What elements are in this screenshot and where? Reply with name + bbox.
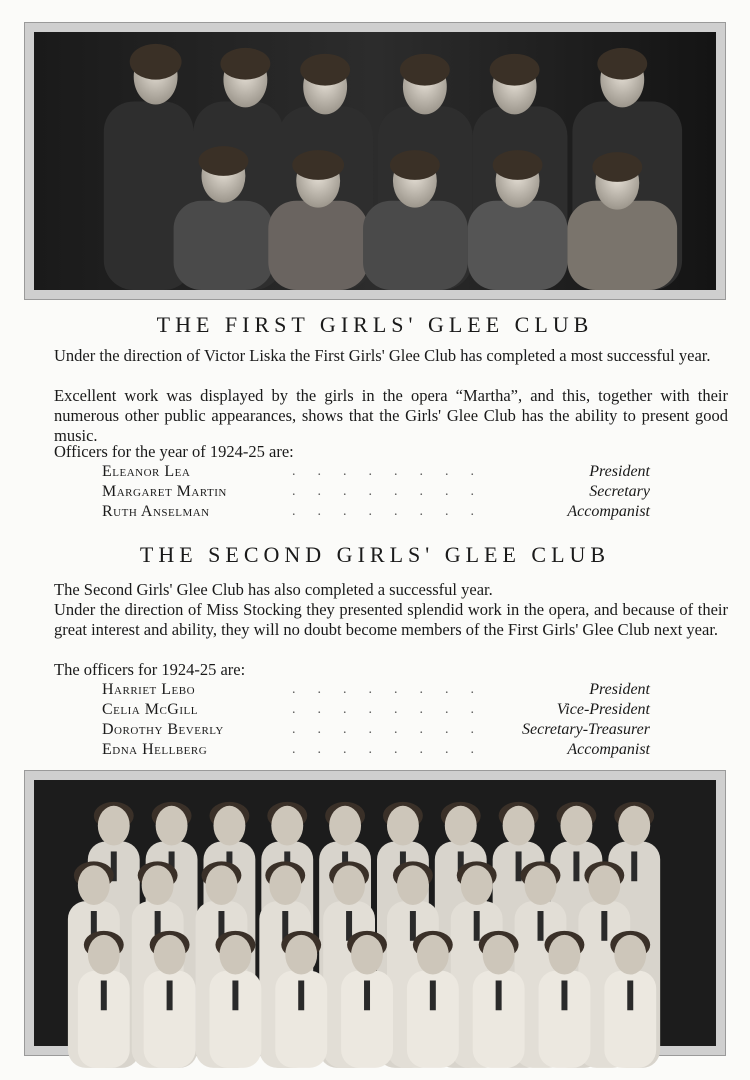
officer-role: President: [589, 463, 650, 480]
second-club-paragraph-1: The Second Girls' Glee Club has also completed a successful year.: [54, 580, 493, 599]
officer-row: [102, 680, 650, 700]
second-club-officers-list: [102, 680, 650, 760]
leader-dots: ........: [292, 484, 496, 499]
first-club-paragraph-3: Officers for the year of 1924-25 are:: [54, 442, 294, 461]
first-club-officers-list: [102, 462, 650, 522]
officer-name: Edna Hellberg: [102, 741, 208, 758]
officer-name: Ruth Anselman: [102, 503, 210, 520]
officer-role: President: [589, 681, 650, 698]
leader-dots: ........: [292, 682, 496, 697]
first-glee-club-title: THE FIRST GIRLS' GLEE CLUB: [156, 312, 594, 337]
leader-dots: ........: [292, 722, 496, 737]
officer-row: [102, 502, 650, 522]
officer-row: [102, 700, 650, 720]
officer-role: Accompanist: [567, 503, 650, 520]
first-club-paragraph-1: Under the direction of Victor Liska the First Girls' Glee Club has completed a most successful year.: [54, 346, 711, 365]
leader-dots: ........: [292, 742, 496, 757]
first-club-paragraph-2: Excellent work was displayed by the girls in the opera “Martha”, and this, together with their numerous other public appearances, shows that the Girls' Glee Club has the ability to present good music.: [54, 386, 728, 445]
second-glee-club-title: THE SECOND GIRLS' GLEE CLUB: [139, 542, 611, 567]
group-portrait-icon: [34, 32, 716, 290]
officer-role: Accompanist: [567, 741, 650, 758]
officer-row: [102, 740, 650, 760]
first-glee-club-photo-image: [34, 32, 716, 290]
officer-role: Vice-President: [556, 701, 650, 718]
group-portrait-icon: [34, 780, 716, 1046]
leader-dots: ........: [292, 504, 496, 519]
leader-dots: ........: [292, 464, 496, 479]
officer-name: Eleanor Lea: [102, 463, 191, 480]
leader-dots: ........: [292, 702, 496, 717]
second-glee-club-photo-image: [34, 780, 716, 1046]
officer-row: [102, 720, 650, 740]
officer-name: Celia McGill: [102, 701, 198, 718]
second-club-paragraph-2: Under the direction of Miss Stocking they presented splendid work in the opera, and because of their great interest and ability, they will no doubt become members of the First Girls' Glee Club next year.: [54, 600, 728, 639]
officer-name: Margaret Martin: [102, 483, 227, 500]
officer-row: [102, 462, 650, 482]
officer-row: [102, 482, 650, 502]
officer-role: Secretary: [589, 483, 650, 500]
first-glee-club-photo: [24, 22, 726, 300]
second-club-paragraph-3: The officers for 1924-25 are:: [54, 660, 246, 679]
second-glee-club-photo: [24, 770, 726, 1056]
officer-name: Dorothy Beverly: [102, 721, 224, 738]
officer-name: Harriet Lebo: [102, 681, 196, 698]
officer-role: Secretary-Treasurer: [522, 721, 650, 738]
